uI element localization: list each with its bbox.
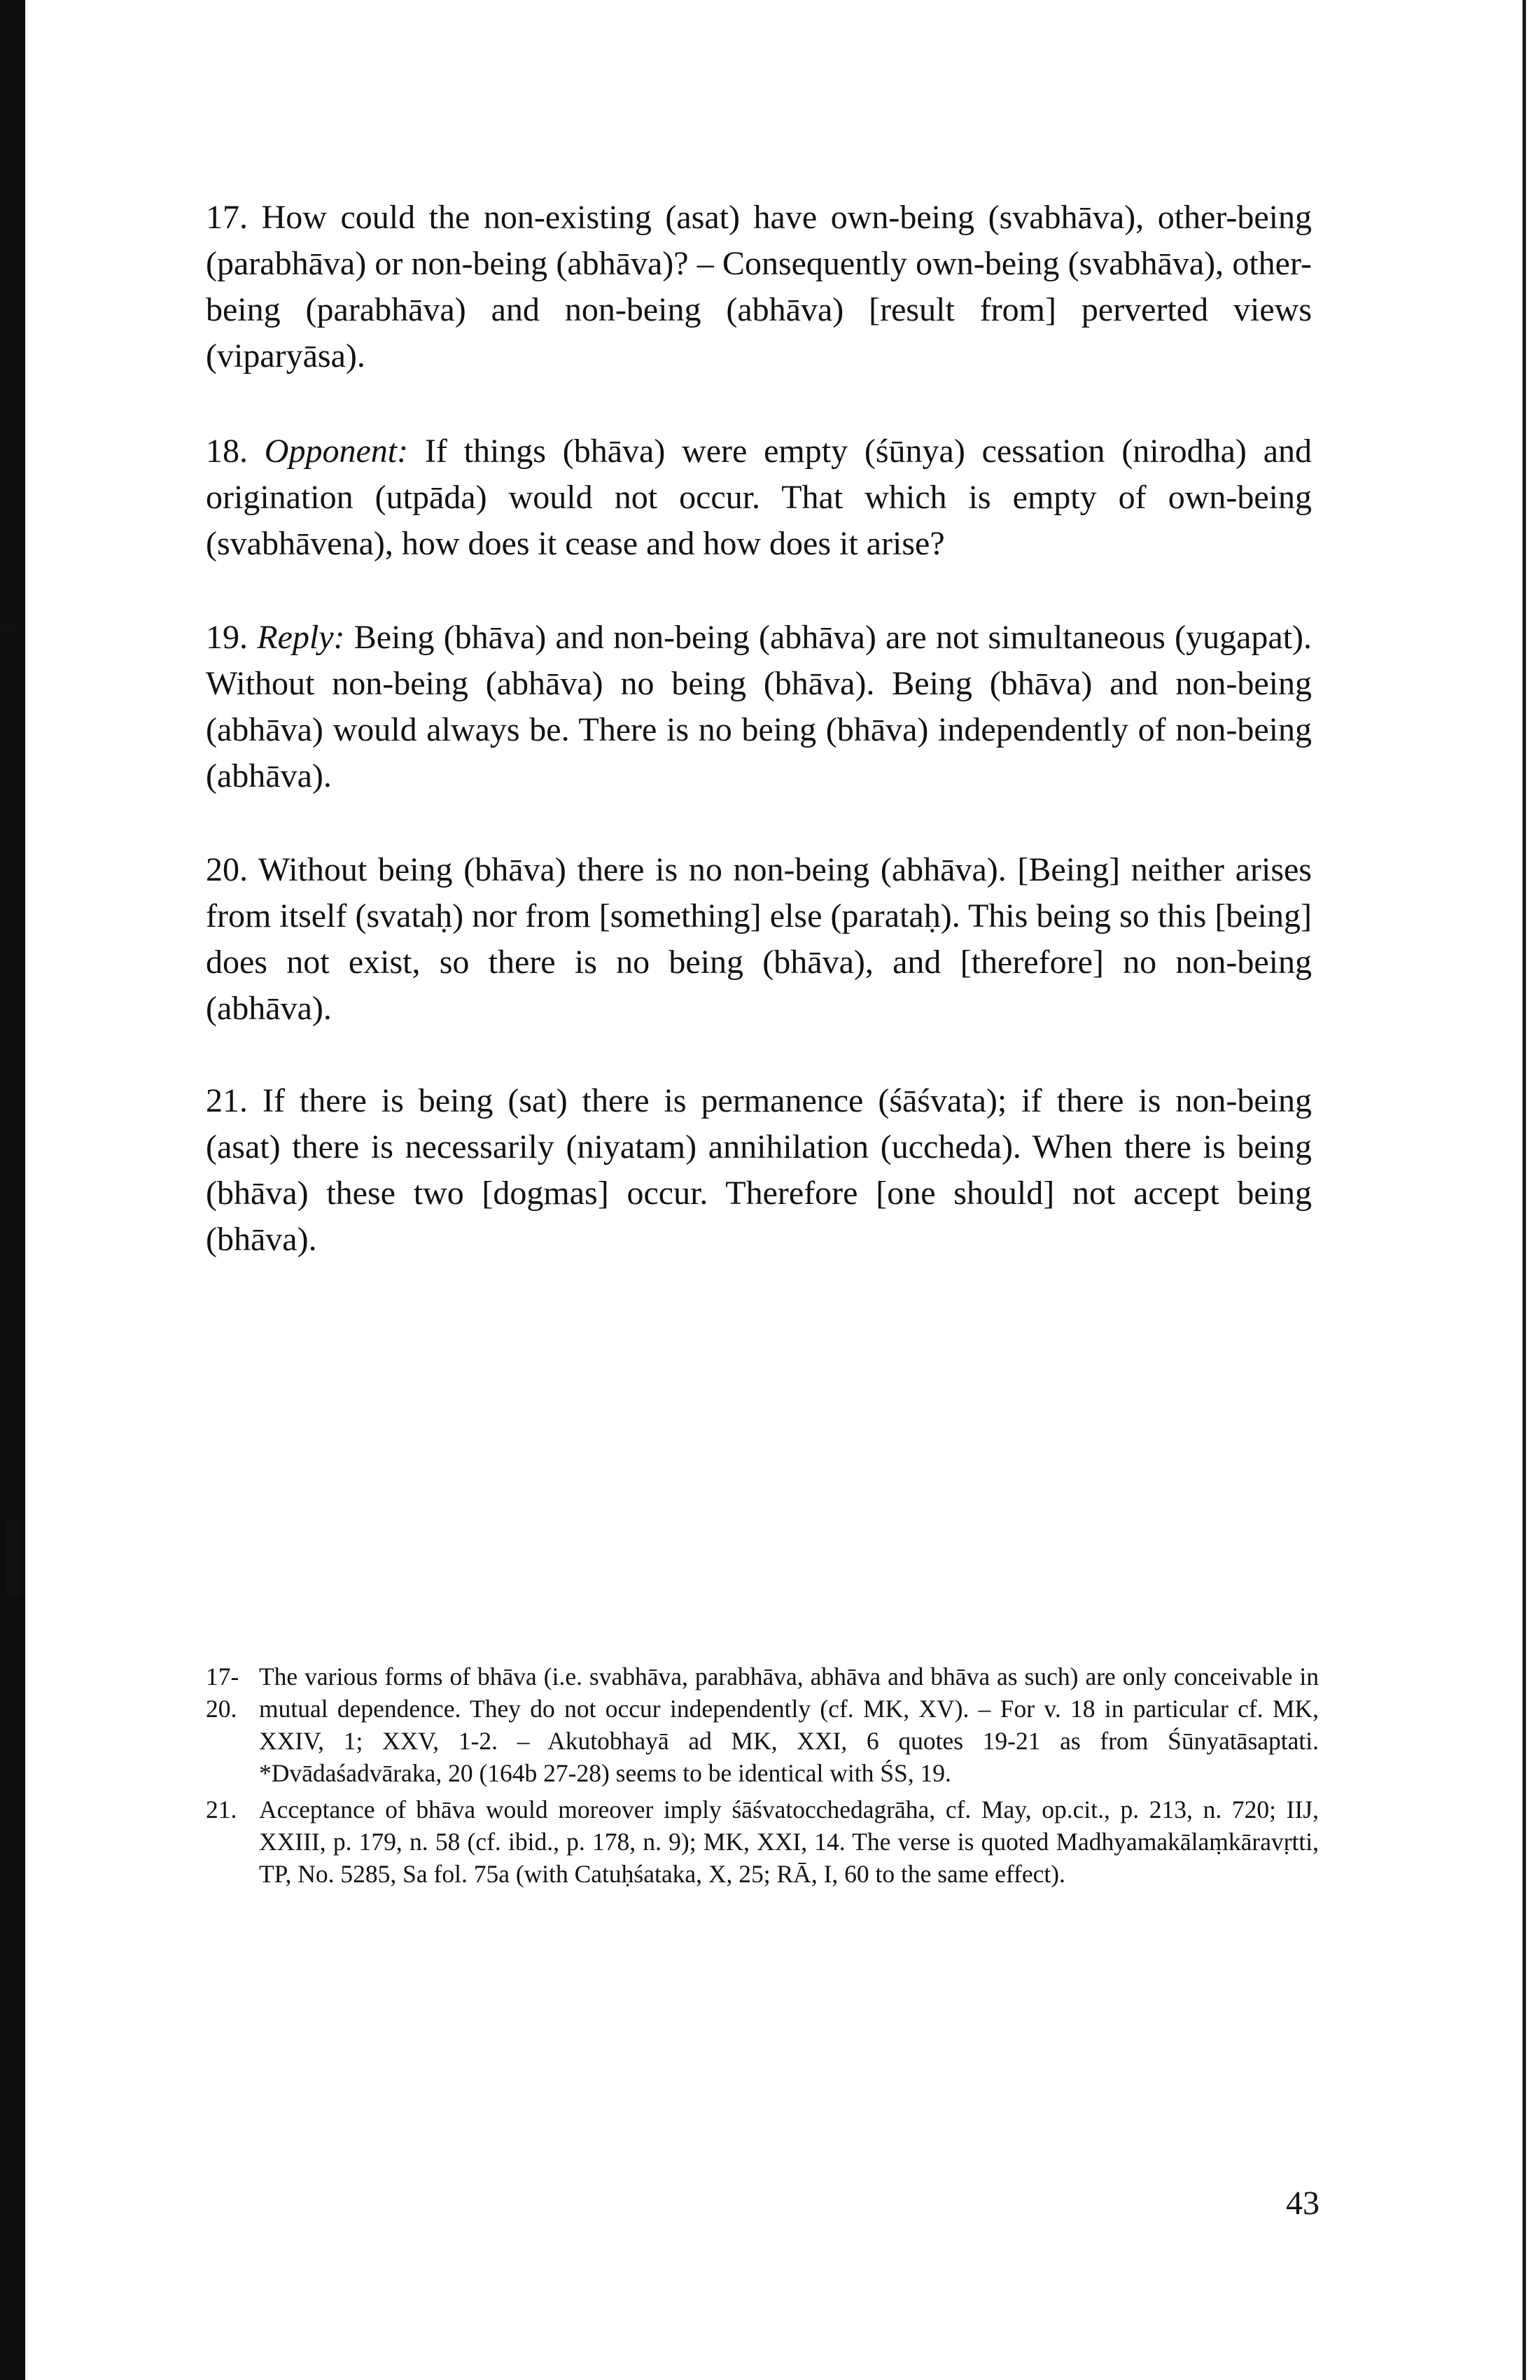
- verse-number: 20.: [206, 851, 248, 888]
- verse-20: [206, 847, 1312, 1032]
- verse-number: 17.: [206, 199, 248, 236]
- verse-text: Without being (bhāva) there is no non-being (abhāva). [Being] neither arises from itself (svataḥ) nor from [something] else (parataḥ). This being so this [being] does not exist, so there is no being (bhāva), and [therefore] no non-being (abhāva).: [206, 851, 1312, 1027]
- footnote: [206, 1793, 1319, 1890]
- verse-text: If there is being (sat) there is permanence (śāśvata); if there is non-being (asat) there is necessarily (niyatam) annihilation (uccheda). When there is being (bhāva) these two [dogmas] occur. Therefore [one should] not accept being (bhāva).: [206, 1082, 1312, 1258]
- verse-19: [206, 615, 1312, 799]
- scan-mark: [6, 1519, 21, 1596]
- page-number: 43: [1286, 2185, 1320, 2222]
- footnote-number: 21.: [206, 1795, 237, 1823]
- verse-number: 21.: [206, 1082, 248, 1119]
- speaker-label: Opponent:: [264, 433, 409, 470]
- verse-18: [206, 428, 1312, 567]
- footnote: [206, 1660, 1319, 1789]
- speaker-label: Reply:: [257, 619, 345, 656]
- footnote-text: The various forms of bhāva (i.e. svabhāva, parabhāva, abhāva and bhāva as such) are only conceivable in mutual dependence. They do not occur independently (cf. MK, XV). – For v. 18 in particular cf. MK, XXIV, 1; XXV, 1-2. – Akutobhayā ad MK, XXI, 6 quotes 19-21 as from Śūnyatāsaptati. *Dvādaśadvāraka, 20 (164b 27-28) seems to be identical with ŚS, 19.: [259, 1662, 1319, 1787]
- verse-17: [206, 195, 1312, 379]
- verse-number: 18.: [206, 433, 248, 470]
- footnotes: [206, 1660, 1319, 1894]
- verse-number: 19.: [206, 619, 248, 656]
- scan-left-edge: [0, 0, 25, 2380]
- verse-21: [206, 1078, 1312, 1263]
- scan-right-edge: [1522, 0, 1526, 2380]
- verse-text: If things (bhāva) were empty (śūnya) cessation (nirodha) and origination (utpāda) would not occur. That which is empty of own-being (svabhāvena), how does it cease and how does it arise?: [206, 433, 1312, 562]
- verse-text: Being (bhāva) and non-being (abhāva) are not simultaneous (yugapat). Without non-being (abhāva) no being (bhāva). Being (bhāva) and non-being (abhāva) would always be. There is no being (bhāva) independently of non-being (abhāva).: [206, 619, 1312, 794]
- footnote-number: 17-20.: [206, 1662, 239, 1723]
- verse-text: How could the non-existing (asat) have own-being (svabhāva), other-being (parabhāva) or non-being (abhāva)? – Consequently own-being (svabhāva), other-being (parabhāva) and non-being (abhāva) [result from] perverted views (viparyāsa).: [206, 199, 1312, 374]
- footnote-text: Acceptance of bhāva would moreover imply śāśvatocchedagrāha, cf. May, op.cit., p. 213, n. 720; IIJ, XXIII, p. 179, n. 58 (cf. ibid., p. 178, n. 9); MK, XXI, 14. The verse is quoted Madhyamakālaṃkāravṛtti, TP, No. 5285, Sa fol. 75a (with Catuḥśataka, X, 25; RĀ, I, 60 to the same effect).: [259, 1795, 1319, 1888]
- scan-mark: [0, 623, 15, 633]
